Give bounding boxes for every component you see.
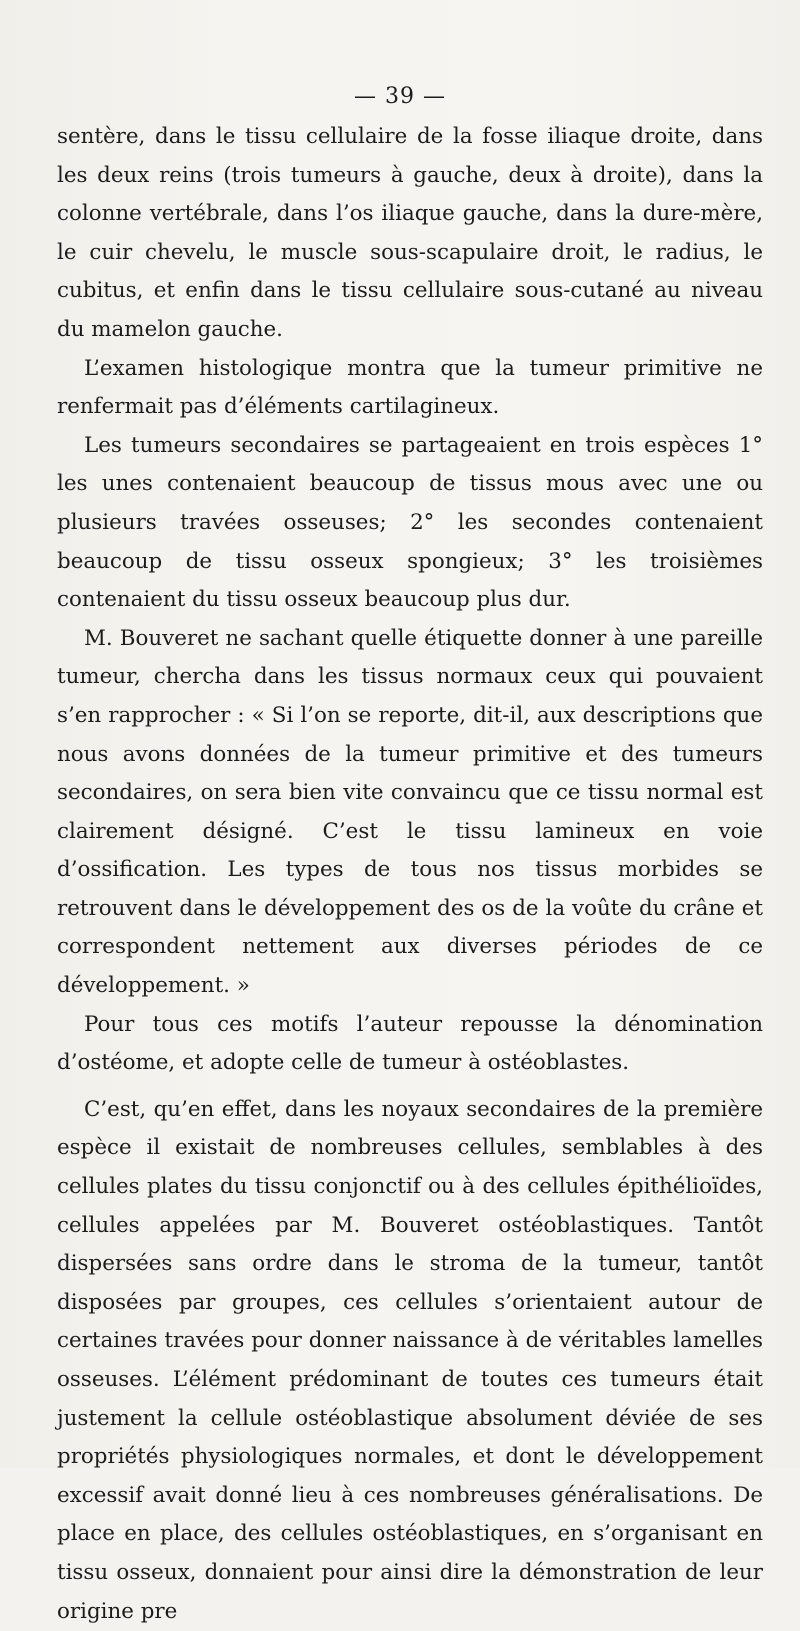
paragraph-4: M. Bouveret ne sachant quelle étiquette donner à une pareille tumeur, chercha dans les tissus normaux ceux qui pouvaient s’en rapprocher : « Si l’on se reporte, dit-il, aux descriptions que nous avons données de la tumeur primitive et des tumeurs secondaires, on sera bien vite convaincu que ce tissu normal est clairement désigné. C’est le tissu lamineux en voie d’ossification. Les types de tous nos tissus morbides se retrouvent dans le développement des os de la voûte du crâne et correspondent nettement aux diverses périodes de ce développement. » [57, 625, 763, 999]
paragraph-1: sentère, dans le tissu cellulaire de la fosse iliaque droite, dans les deux reins (trois tumeurs à gauche, deux à droite), dans la colonne vertébrale, dans l’os iliaque gauche, dans la dure-mère, le cuir chevelu, le muscle sous-scapulaire droit, le radius, le cubitus, et enfin dans le tissu cellulaire sous-cutané au niveau du mamelon gauche. [57, 124, 763, 342]
paragraph-6: C’est, qu’en effet, dans les noyaux secondaires de la première espèce il existait de nombreuses cellules, semblables à des cellules plates du tissu conjonctif ou à des cellules épithélioïdes, cellules appelées par M. Bouveret ostéoblastiques. Tantôt dispersées sans ordre dans le stroma de la tumeur, tantôt disposées par groupes, ces cellules s’orientaient autour de certaines travées pour donner naissance à de véritables lamelles osseuses. L’élément prédominant de toutes ces tumeurs était justement la cellule ostéoblastique absolument déviée de ses propriétés physiologiques normales, et dont le développement excessif avait donné lieu à ces nombreuses généralisations. De place en place, des cellules ostéoblastiques, en s’organisant en tissu osseux, donnaient pour ainsi dire la démonstration de leur origine pre [57, 1096, 763, 1624]
paragraph-5: Pour tous ces motifs l’auteur repousse la dénomination d’ostéome, et adopte celle de tumeur à ostéoblastes. [57, 1011, 763, 1076]
paragraph-2: L’examen histologique montra que la tumeur primitive ne renfermait pas d’éléments cartilagineux. [57, 355, 763, 420]
paragraph-3: Les tumeurs secondaires se partageaient en trois espèces 1° les unes contenaient beaucoup de tissus mous avec une ou plusieurs travées osseuses; 2° les secondes contenaient beaucoup de tissu osseux spongieux; 3° les troisièmes contenaient du tissu osseux beaucoup plus dur. [57, 432, 763, 613]
page-number: — 39 — [354, 84, 446, 109]
page-body-text [57, 118, 763, 1631]
